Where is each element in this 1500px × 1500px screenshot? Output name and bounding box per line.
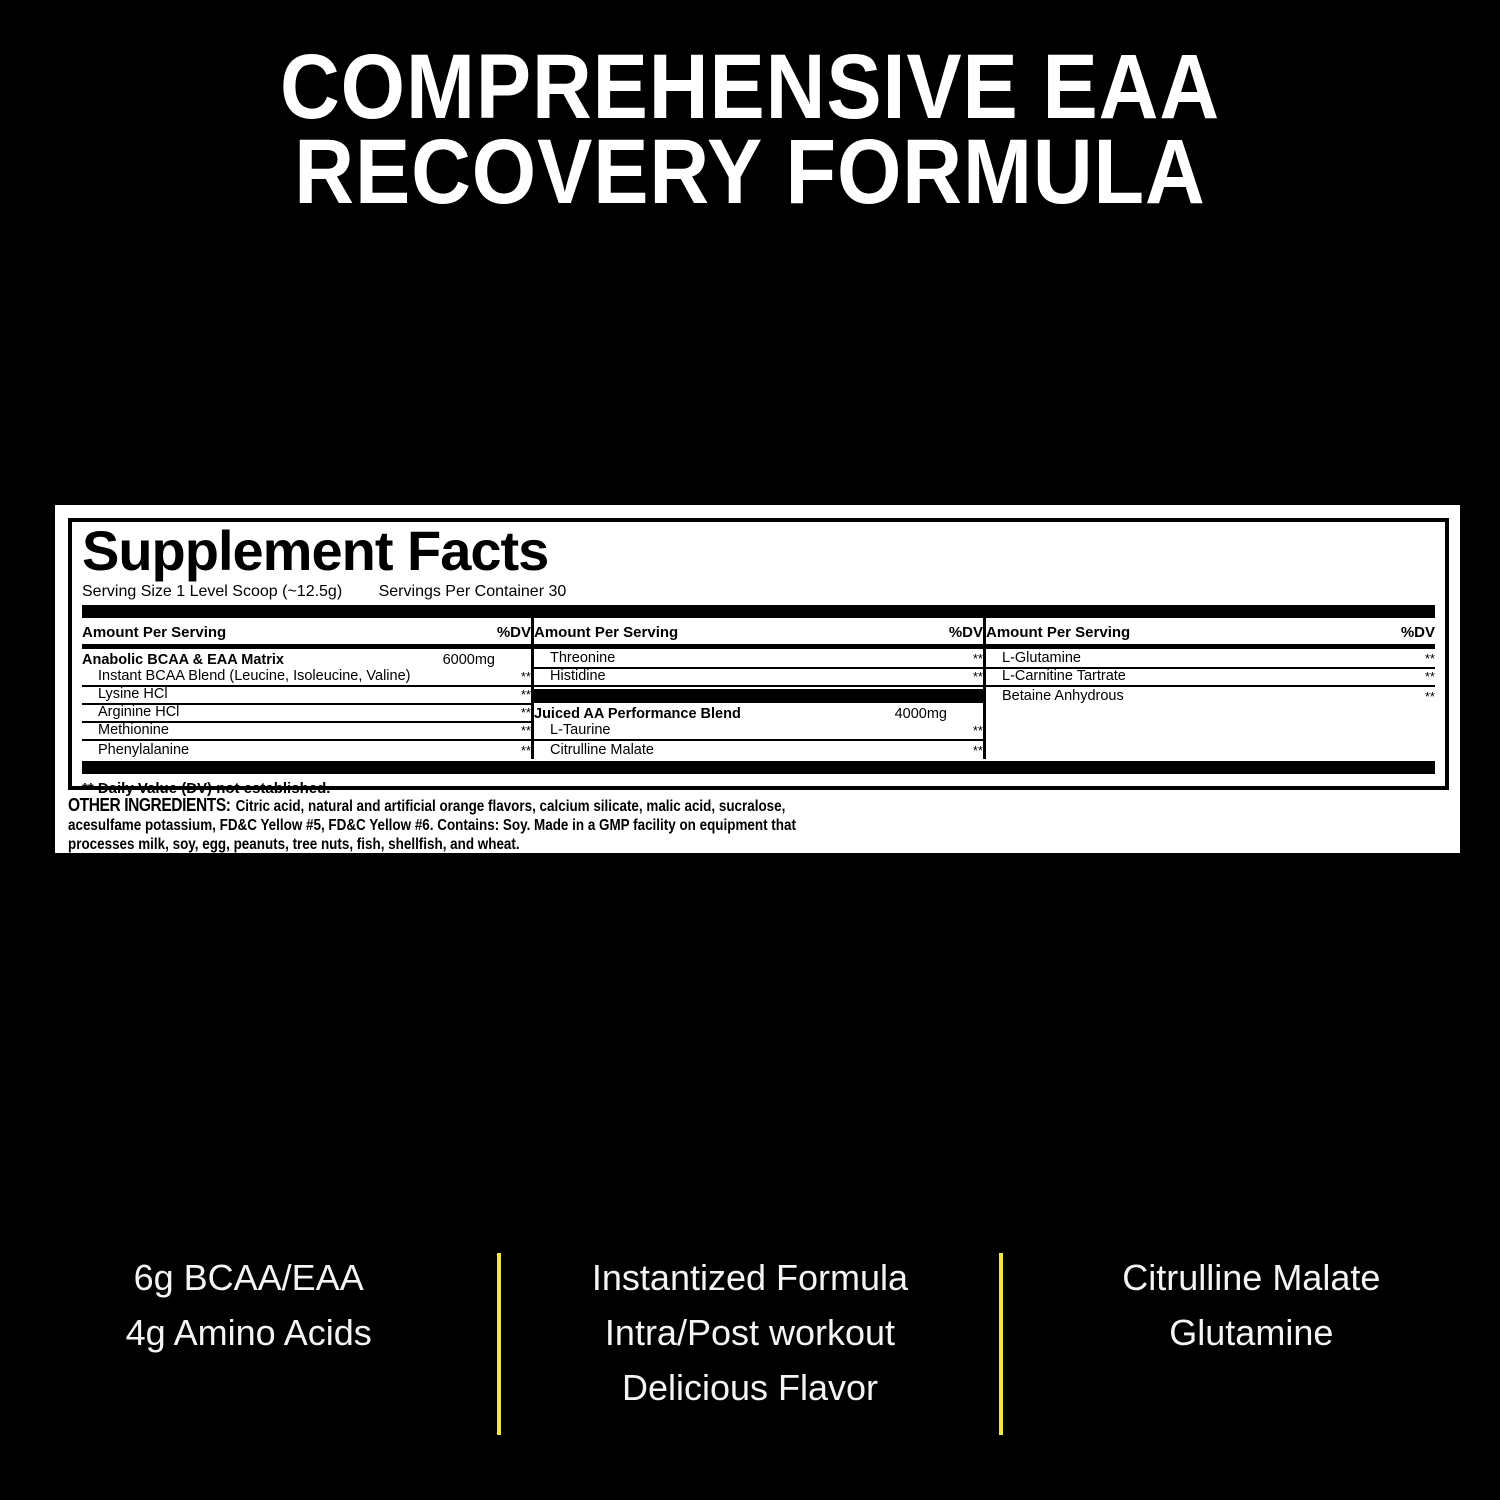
ingredient-amount: 6000mg bbox=[442, 652, 495, 668]
ingredient-row bbox=[82, 651, 531, 669]
dv-value: ** bbox=[520, 669, 531, 684]
ingredient-row bbox=[82, 741, 531, 759]
dv-value: ** bbox=[520, 687, 531, 702]
supplement-facts-box bbox=[68, 518, 1449, 797]
headline-line-2: RECOVERY FORMULA bbox=[294, 121, 1206, 223]
dv-value: ** bbox=[1424, 651, 1435, 666]
facts-column-3 bbox=[986, 618, 1435, 759]
feature-line: Citrulline Malate bbox=[1122, 1257, 1381, 1298]
blend-separator-bar bbox=[534, 689, 983, 703]
ingredient-name: Threonine bbox=[550, 650, 616, 666]
dv-value: ** bbox=[520, 705, 531, 720]
ingredient-name: Juiced AA Performance Blend bbox=[534, 706, 741, 722]
facts-column-1 bbox=[82, 618, 531, 759]
feature-highlights bbox=[0, 1250, 1500, 1435]
column-rows bbox=[82, 649, 531, 759]
serving-size: Serving Size 1 Level Scoop (~12.5g) bbox=[82, 583, 343, 600]
ingredient-row bbox=[986, 651, 1435, 669]
ingredient-name: Citrulline Malate bbox=[550, 742, 654, 758]
dv-label: %DV bbox=[496, 624, 531, 641]
dv-label: %DV bbox=[948, 624, 983, 641]
ingredient-name: L-Taurine bbox=[550, 722, 611, 738]
servings-per-container: Servings Per Container 30 bbox=[378, 583, 567, 600]
feature-line: 6g BCAA/EAA bbox=[133, 1257, 364, 1298]
dv-value: ** bbox=[972, 743, 983, 758]
ingredient-row bbox=[534, 705, 983, 723]
column-header bbox=[82, 618, 531, 649]
dv-label: %DV bbox=[1400, 624, 1435, 641]
ingredient-name: Phenylalanine bbox=[98, 742, 190, 758]
feature-column-3 bbox=[1003, 1250, 1500, 1360]
ingredient-row bbox=[82, 705, 531, 723]
ingredient-row bbox=[534, 669, 983, 687]
column-rows bbox=[534, 649, 983, 759]
divider-bar bbox=[82, 605, 1435, 618]
ingredient-name: L-Glutamine bbox=[1002, 650, 1081, 666]
other-ingredients-heading: OTHER INGREDIENTS: bbox=[68, 794, 231, 815]
other-ingredients-line bbox=[68, 795, 891, 816]
ingredient-name: Methionine bbox=[98, 722, 169, 738]
supplement-facts-panel bbox=[55, 505, 1460, 853]
divider-bar bbox=[82, 761, 1435, 774]
dv-value: ** bbox=[520, 743, 531, 758]
feature-line: Intra/Post workout bbox=[604, 1312, 896, 1353]
ingredient-name: Instant BCAA Blend (Leucine, Isoleucine, Valine) bbox=[98, 668, 411, 684]
other-ingredients bbox=[68, 795, 891, 854]
amount-per-serving-label: Amount Per Serving bbox=[82, 624, 227, 641]
ingredient-row bbox=[534, 741, 983, 759]
facts-table bbox=[82, 618, 1435, 759]
column-rows bbox=[986, 649, 1435, 705]
feature-line: Glutamine bbox=[1169, 1312, 1334, 1353]
dv-value: ** bbox=[1424, 669, 1435, 684]
ingredient-name: Anabolic BCAA & EAA Matrix bbox=[82, 652, 284, 668]
ingredient-name: Lysine HCl bbox=[98, 686, 168, 702]
dv-footnote: ** Daily Value (DV) not established. bbox=[82, 780, 331, 797]
other-ingredients-line: acesulfame potassium, FD&C Yellow #5, FD&C Yellow #6. Contains: Soy. Made in a GMP facility on equipment that bbox=[68, 817, 796, 834]
feature-line: 4g Amino Acids bbox=[125, 1312, 372, 1353]
ingredient-name: Histidine bbox=[550, 668, 606, 684]
facts-column-2 bbox=[534, 618, 983, 759]
dv-value: ** bbox=[972, 651, 983, 666]
dv-value: ** bbox=[972, 723, 983, 738]
feature-line: Instantized Formula bbox=[591, 1257, 909, 1298]
ingredient-row bbox=[534, 723, 983, 741]
column-header bbox=[986, 618, 1435, 649]
other-ingredients-text: Citric acid, natural and artificial orange flavors, calcium silicate, malic acid, sucralose, bbox=[235, 798, 786, 815]
feature-column-2 bbox=[501, 1250, 998, 1415]
feature-column-1 bbox=[0, 1250, 497, 1360]
supplement-facts-title: Supplement Facts bbox=[82, 519, 549, 582]
ingredient-name: L-Carnitine Tartrate bbox=[1002, 668, 1126, 684]
column-header bbox=[534, 618, 983, 649]
ingredient-name: Arginine HCl bbox=[98, 704, 180, 720]
ingredient-row bbox=[986, 687, 1435, 705]
dv-value: ** bbox=[972, 669, 983, 684]
dv-value: ** bbox=[1424, 689, 1435, 704]
feature-line: Delicious Flavor bbox=[621, 1367, 879, 1408]
ingredient-row bbox=[82, 723, 531, 741]
amount-per-serving-label: Amount Per Serving bbox=[534, 624, 679, 641]
dv-value: ** bbox=[520, 723, 531, 738]
ingredient-amount: 4000mg bbox=[894, 706, 947, 722]
amount-per-serving-label: Amount Per Serving bbox=[986, 624, 1131, 641]
ingredient-name: Betaine Anhydrous bbox=[1002, 688, 1124, 704]
other-ingredients-line: processes milk, soy, egg, peanuts, tree nuts, fish, shellfish, and wheat. bbox=[68, 836, 520, 853]
ingredient-row bbox=[534, 651, 983, 669]
serving-info bbox=[82, 583, 1435, 600]
ingredient-row bbox=[82, 669, 531, 687]
headline-line-1: COMPREHENSIVE EAA bbox=[279, 36, 1221, 138]
headline bbox=[75, 36, 1425, 223]
ingredient-row bbox=[82, 687, 531, 705]
ingredient-row bbox=[986, 669, 1435, 687]
